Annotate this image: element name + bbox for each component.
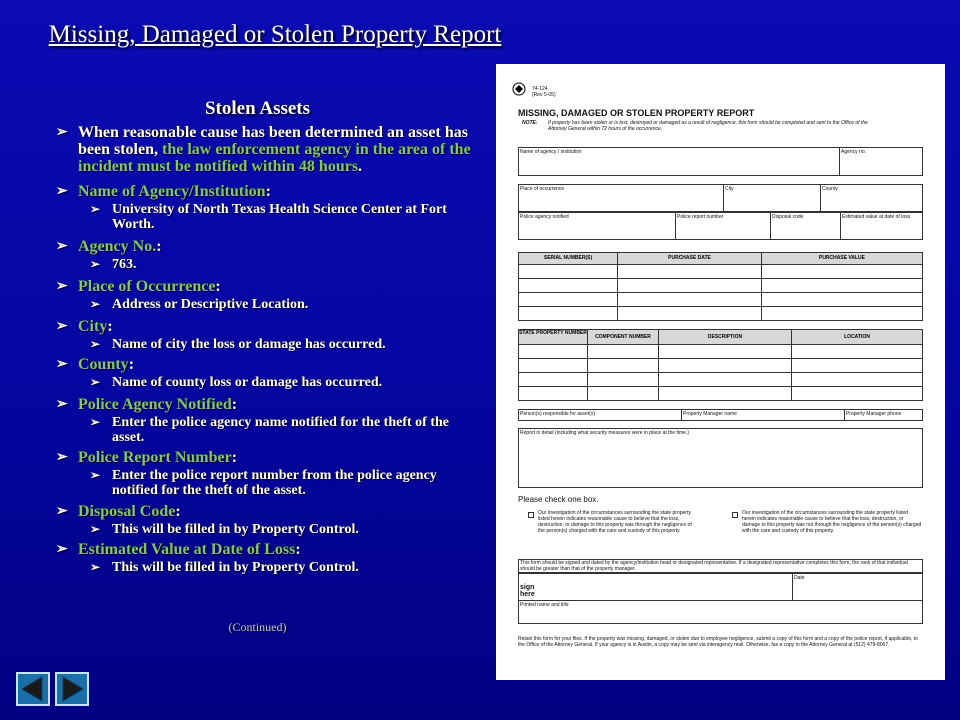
arrow-bullet-icon: ➢: [90, 202, 101, 216]
bullet-label: County: [78, 356, 129, 373]
sub-bullet-8: [90, 522, 476, 537]
intro-end: .: [358, 158, 363, 175]
form-note: If property has been stolen or is lost, destroyed or damaged as a result of negligence, this form should be completed and sent to the Office of the Attorney General within 72 hours of the occurrence.: [548, 120, 868, 132]
sub-bullet-4: [90, 337, 476, 352]
arrow-bullet-icon: ➢: [90, 375, 101, 389]
checkbox-not-negligence: [732, 512, 738, 518]
left-triangle-icon: [18, 674, 48, 704]
field-county: County: [822, 186, 838, 192]
bullet-label: Police Agency Notified: [78, 396, 232, 413]
sub-bullet-text: Enter the police agency name notified for the theft of the asset.: [112, 415, 449, 445]
next-slide-button[interactable]: [55, 672, 89, 706]
table1-header-date: PURCHASE DATE: [617, 252, 762, 265]
sub-bullet-7: [90, 468, 476, 498]
arrow-bullet-icon: ➢: [56, 357, 68, 372]
sub-bullet-9: [90, 560, 476, 575]
field-police-agency: Police agency notified: [520, 214, 569, 220]
field-city: City: [725, 186, 734, 192]
sub-bullet-1: [90, 202, 476, 232]
field-agency: Name of agency / institution: [520, 149, 582, 155]
bullet-label: Disposal Code: [78, 503, 176, 520]
form-rev: (Rev 5-05): [532, 92, 556, 98]
arrow-bullet-icon: ➢: [56, 397, 68, 412]
sub-bullet-text: Address or Descriptive Location.: [112, 297, 309, 312]
arrow-bullet-icon: ➢: [56, 279, 68, 294]
check-option-negligence: Our investigation of the circumstances surrounding the state property listed herein indicates reasonable cause to believe that the loss, destruction, or damage to this property was through the negligence of the person(s) charged with the care and custody of this property.: [538, 510, 692, 534]
field-manager-phone: Property Manager phone: [846, 411, 902, 417]
sub-bullet-2: [90, 257, 476, 272]
bullet-5: ➢ County:: [56, 356, 135, 373]
bullet-label: Agency No.: [78, 238, 157, 255]
bullet-label: Police Report Number: [78, 449, 232, 466]
texas-seal-icon: [510, 82, 528, 96]
bullet-1: ➢ Name of Agency/Institution:: [56, 183, 271, 200]
slide-subtitle: Stolen Assets: [204, 98, 311, 119]
table2-header-state-number: STATE PROPERTY NUMBER: [518, 329, 588, 345]
sub-bullet-5: [90, 375, 476, 390]
right-triangle-icon: [57, 674, 87, 704]
arrow-bullet-icon: ➢: [90, 257, 101, 271]
arrow-bullet-icon: ➢: [90, 560, 101, 574]
sub-bullet-text: This will be filled in by Property Control.: [112, 522, 359, 537]
bullet-list: [56, 124, 476, 575]
table2-header-description: DESCRIPTION: [658, 329, 792, 345]
bullet-label: Place of Occurrence: [78, 278, 216, 295]
sign-note: This form should be signed and dated by the agency/institution head or designated representative. If a designated representative completes this form, the rank of that individual should be greater than that of the property manager.: [520, 560, 908, 572]
arrow-bullet-icon: ➢: [90, 522, 101, 536]
field-est-value: Estimated value at date of loss: [842, 214, 911, 220]
intro-highlight: the law enforcement agency in the area of the incident must be notified within 48 hours: [78, 141, 471, 175]
arrow-bullet-icon: ➢: [90, 297, 101, 311]
form-title: MISSING, DAMAGED OR STOLEN PROPERTY REPORT: [518, 108, 755, 118]
arrow-bullet-icon: ➢: [56, 125, 68, 140]
bullet-7: ➢ Police Report Number:: [56, 449, 238, 466]
field-responsible: Person(s) responsible for asset(s): [520, 411, 596, 417]
arrow-bullet-icon: ➢: [56, 239, 68, 254]
arrow-bullet-icon: ➢: [56, 542, 68, 557]
field-manager: Property Manager name: [683, 411, 737, 417]
sub-bullet-text: 763.: [112, 257, 137, 272]
checkbox-negligence: [528, 512, 534, 518]
field-place: Place of occurrence: [520, 186, 565, 192]
sub-bullet-text: Enter the police report number from the police agency notified for the theft of the asset.: [112, 468, 437, 498]
field-date: Date: [794, 575, 805, 581]
bullet-2: ➢ Agency No.:: [56, 238, 162, 255]
form-image: [496, 64, 945, 680]
sub-bullet-text: Name of city the loss or damage has occurred.: [112, 337, 386, 352]
table2-header-component: COMPONENT NUMBER: [587, 329, 659, 345]
arrow-bullet-icon: ➢: [56, 184, 68, 199]
field-detail: Report in detail (including what security measures were in place at the time.): [520, 430, 689, 436]
arrow-bullet-icon: ➢: [90, 337, 101, 351]
sign-here-tab: sign here: [520, 584, 535, 598]
slide-title: Missing, Damaged or Stolen Property Report: [48, 21, 502, 48]
intro-bullet: [56, 124, 476, 175]
field-police-report: Police report number: [677, 214, 724, 220]
sub-bullet-3: [90, 297, 476, 312]
field-disposal: Disposal code: [772, 214, 804, 220]
form-note-label: NOTE:: [522, 120, 538, 126]
bullet-3: ➢ Place of Occurrence:: [56, 278, 221, 295]
arrow-bullet-icon: ➢: [56, 319, 68, 334]
retain-note: Retain this form for your files. If the property was missing, damaged, or stolen due to employee negligence, submit a copy of this form and a copy of the police report, if applicable, to the Office of the Attorney General. If your agency is in Austin, a copy may be sent via interagency mail. Otherwise, fax a copy to the Attorney General at (512) 479-8067.: [518, 636, 918, 648]
sub-bullet-6: [90, 415, 476, 445]
arrow-bullet-icon: ➢: [90, 468, 101, 482]
field-agency-no: Agency no.: [841, 149, 867, 155]
field-printed-name: Printed name and title: [520, 602, 569, 608]
form-code: 74-124: [532, 86, 548, 92]
sub-bullet-text: This will be filled in by Property Control.: [112, 560, 359, 575]
bullet-label: Name of Agency/Institution: [78, 183, 266, 200]
previous-slide-button[interactable]: [16, 672, 50, 706]
bullet-8: ➢ Disposal Code:: [56, 503, 181, 520]
table2-header-location: LOCATION: [791, 329, 923, 345]
arrow-bullet-icon: ➢: [56, 504, 68, 519]
bullet-6: ➢ Police Agency Notified:: [56, 396, 238, 413]
table1-header-value: PURCHASE VALUE: [761, 252, 923, 265]
arrow-bullet-icon: ➢: [56, 450, 68, 465]
sub-bullet-text: University of North Texas Health Science Center at Fort Worth.: [112, 202, 447, 232]
check-one-label: Please check one box.: [518, 495, 599, 504]
continued-label: (Continued): [228, 620, 287, 634]
bullet-label: City: [78, 318, 108, 335]
sub-bullet-text: Name of county loss or damage has occurred.: [112, 375, 383, 390]
bullet-9: ➢ Estimated Value at Date of Loss:: [56, 541, 301, 558]
intro-text: When reasonable cause has been determined an asset has been stolen,: [78, 124, 468, 158]
arrow-bullet-icon: ➢: [90, 415, 101, 429]
bullet-label: Estimated Value at Date of Loss: [78, 541, 296, 558]
table1-header-serial: SERIAL NUMBER(S): [518, 252, 618, 265]
bullet-4: ➢ City:: [56, 318, 113, 335]
check-option-not-negligence: Our investigation of the circumstances surrounding the state property listed herein indicates reasonable cause to believe that the loss, destruction, or damage to this property was not through the negligence of the person(s) charged with the care and custody of this property.: [742, 510, 922, 534]
